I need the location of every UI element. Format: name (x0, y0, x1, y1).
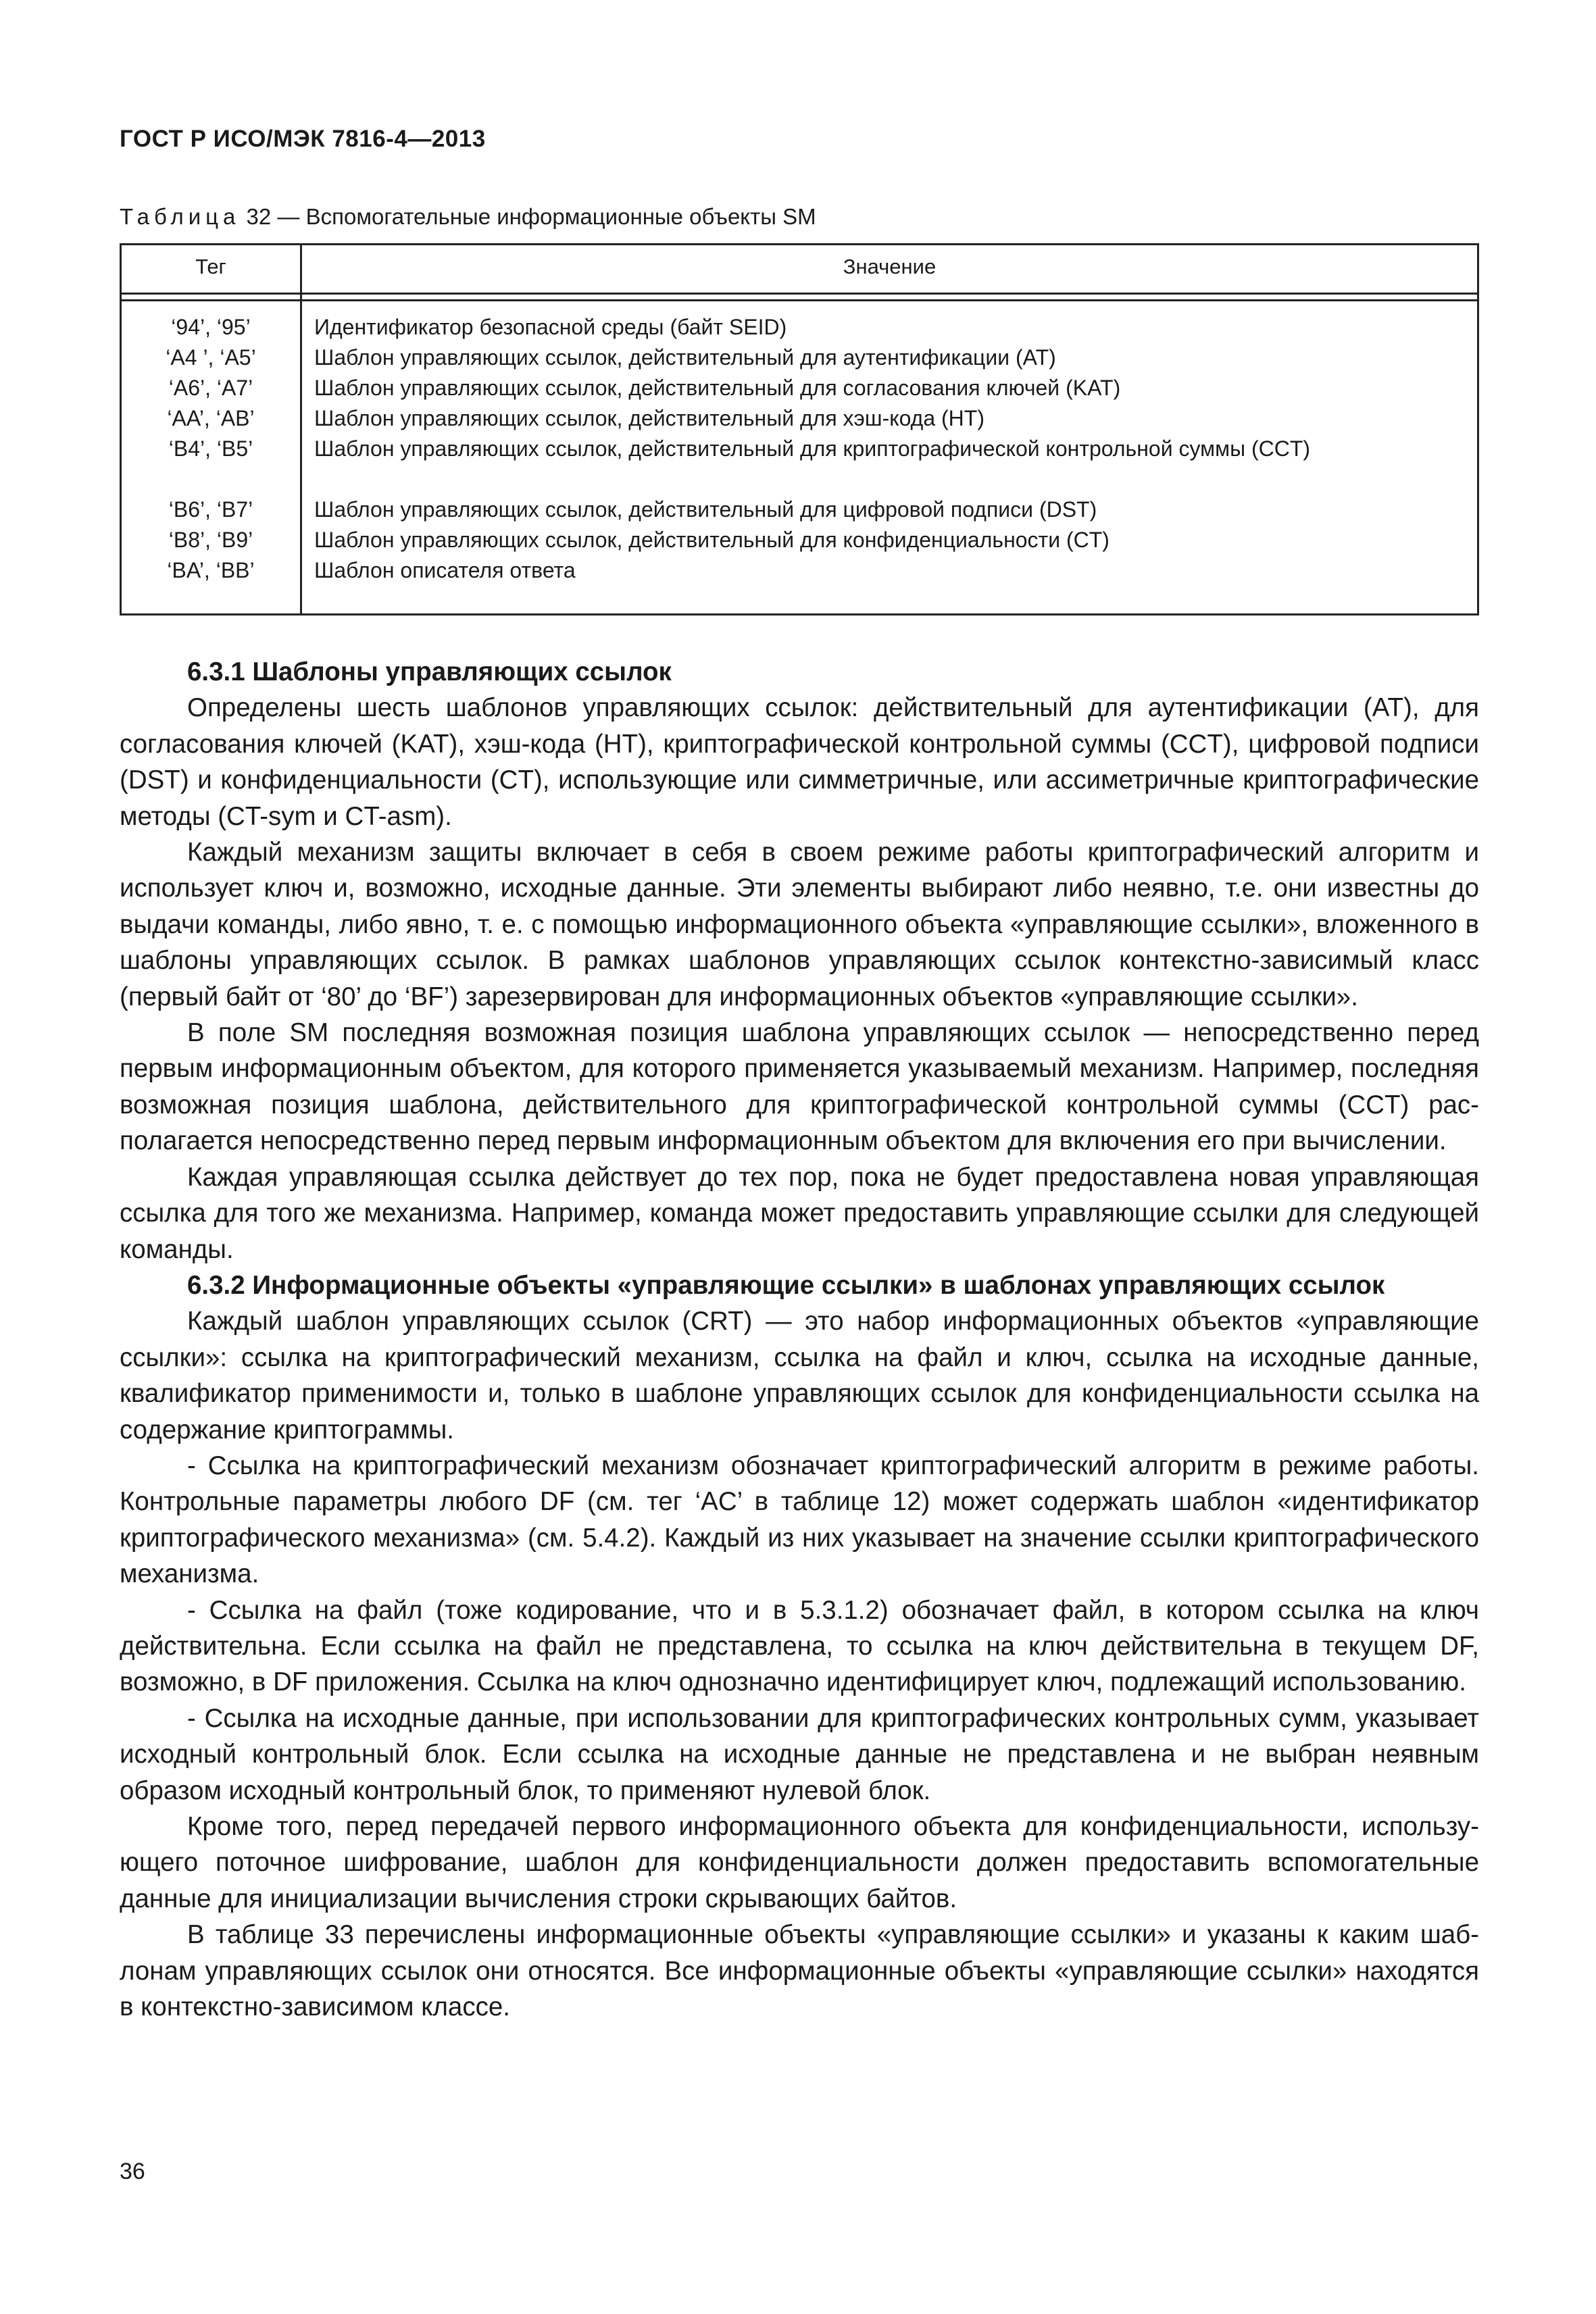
paragraph: - Ссылка на исходные данные, при использовании для криптографических контрольных сумм, указывает исходный контрольный блок. Если ссылка на исходные данные не представлена и не выбран неявным образом исходный контрольный блок, то применяют нулевой блок. (120, 1703, 1479, 1805)
table-cell-value: Шаблон управляющих ссылок, действительный для криптографической контрольной суммы (CCT) (314, 436, 1311, 461)
table-cell-tag: ‘A4 ’, ‘A5’ (166, 345, 256, 370)
table-cell-value: Шаблон управляющих ссылок, действительный для аутентификации (AT) (314, 345, 1056, 370)
section-heading-6-3-1: 6.3.1 Шаблоны управляющих ссылок (187, 657, 672, 686)
table-cell-value: Шаблон управляющих ссылок, действительный для хэш-кода (HT) (314, 406, 984, 430)
table-cell-tag: ‘B6’, ‘B7’ (168, 497, 253, 522)
table-cell-tag: ‘B4’, ‘B5’ (168, 436, 253, 461)
table-cell-tag: ‘B8’, ‘B9’ (168, 528, 253, 552)
table-header-divider-second (122, 299, 1477, 301)
table-cell-value: Шаблон управляющих ссылок, действительный для согласования ключей (KAT) (314, 376, 1121, 400)
aux-objects-table (120, 243, 1479, 615)
table-caption-text: 32 — Вспомогательные информационные объекты SM (240, 204, 816, 229)
table-header-divider (122, 293, 1477, 295)
table-cell-tag: ‘AA’, ‘AB’ (167, 406, 255, 430)
table-caption-word: Таблица (120, 204, 241, 229)
table-cell-tag: ‘A6’, ‘A7’ (168, 376, 253, 400)
paragraph: В поле SM последняя возможная позиция шаблона управляющих ссылок — непосредственно перед первым информационным объектом, для которого применяется указываемый механизм. Например, последняя возможная позиция шаблона, действительного для криптографической контрольной суммы (CCT) располагается непосредственно перед первым информационным объектом для включения его при вычислении. (120, 1018, 1479, 1156)
table-cell-value: Шаблон управляющих ссылок, действительный для конфиденциальности (CT) (314, 528, 1109, 552)
page-number: 36 (120, 2159, 145, 2184)
table-header-value: Значение (843, 255, 937, 278)
paragraph: - Ссылка на файл (тоже кодирование, что и в 5.3.1.2) обозначает файл, в котором ссылка на ключ действительна. Если ссылка на файл не представлена, то ссылка на ключ действительна в текущем DF, возможно, в DF приложения. Ссылка на ключ однозначно идентифицирует ключ, подлежащий использованию. (120, 1595, 1479, 1697)
paragraph: В таблице 33 перечислены информационные объекты «управляющие ссылки» и указаны к каким шаблонам управляющих ссылок они относятся. Все информационные объекты «управляющие ссылки» находятся в контекстно-зависимом классе. (120, 1920, 1479, 2022)
paragraph: Кроме того, перед передачей первого информационного объекта для конфиденциальности, использующего поточное шифрование, шаблон для конфиденциальности должен предоставить вспомогательные данные для инициализации вычисления строки скрывающих байтов. (120, 1812, 1479, 1913)
table-cell-tag: ‘BA’, ‘BB’ (167, 558, 255, 582)
paragraph: Каждая управляющая ссылка действует до тех пор, пока не будет предоставлена новая управляющая ссылка для того же механизма. Например, команда может предоставить управляющие ссылки для следующей команды. (120, 1162, 1479, 1264)
main-text (120, 654, 1479, 2025)
table-cell-tag: ‘94’, ‘95’ (171, 315, 251, 339)
document-header: ГОСТ Р ИСО/МЭК 7816-4—2013 (120, 126, 486, 152)
table-caption (120, 204, 816, 230)
paragraph: Определены шесть шаблонов управляющих ссылок: действительный для аутентификации (AT), для согласования ключей (KAT), хэш-кода (HT), криптографической контрольной суммы (CCT), цифровой подписи (DST) и конфиденциальности (CT), использующие или симметричные, или ассиметричные криптографические методы (CT-sym и CT-asm). (120, 693, 1479, 831)
paragraph: Каждый шаблон управляющих ссылок (CRT) — это набор информационных объектов «управляющие ссылки»: ссылка на криптографический механизм, ссылка на файл и ключ, ссылка на исходные данные, квалификатор применимости и, только в шаблоне управляющих ссылок для конфиденциальности ссылка на содержание криптограммы. (120, 1307, 1479, 1444)
table-cell-value: Идентификатор безопасной среды (байт SEID) (314, 315, 787, 339)
table-cell-value: Шаблон описателя ответа (314, 558, 576, 582)
table-header-tag: Тег (195, 255, 226, 278)
table-cell-value: Шаблон управляющих ссылок, действительный для цифровой подписи (DST) (314, 497, 1097, 522)
section-heading-6-3-2: 6.3.2 Информационные объекты «управляющие ссылки» в шаблонах управляющих ссылок (187, 1270, 1385, 1300)
paragraph: - Ссылка на криптографический механизм обозначает криптографический алгоритм в режиме работы. Контрольные параметры любого DF (см. тег ‘AC’ в таблице 12) может содержать шаблон «идентификатор криптографического механизма» (см. 5.4.2). Каждый из них указывает на значение ссылки криптографического механизма. (120, 1451, 1479, 1589)
paragraph: Каждый механизм защиты включает в себя в своем режиме работы криптографический алгоритм и использует ключ и, возможно, исходные данные. Эти элементы выбирают либо неявно, т.е. они известны до выдачи команды, либо явно, т. е. с помощью информационного объекта «управляющие ссылки», вложенного в шаблоны управляющих ссылок. В рамках шаблонов управляющих ссылок контекстно-зависимый класс (первый байт от ‘80’ до ‘BF’) зарезервирован для информационных объектов «управляющие ссылки». (120, 838, 1479, 1011)
